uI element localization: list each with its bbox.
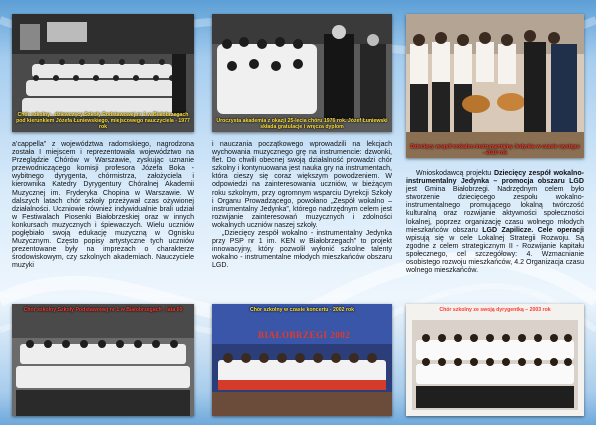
photo-caption: Chór szkolny w czasie koncertu - 2002 rok [249,307,355,313]
text-column-1 [12,141,194,271]
project-description [406,170,584,275]
photo-jedynka-performance-2010 [406,14,584,158]
text-column-2 [212,141,392,271]
photo-caption: Dziecięcy zespół wokalno-instrumentalny Jedynka w czasie występu - 2010 rok [410,144,580,156]
photo-image [12,304,194,416]
photo-girls-choir-1977 [12,14,194,132]
photo-caption: Chór szkolny Szkoły Podstawowej nr 1 w Białobrzegach - lata 60 [23,307,183,313]
lgd-name: LGD Zapilicze. Cele operacji [482,226,584,234]
photo-anniversary-1976 [212,14,392,132]
photo-school-choir-60s [12,304,194,416]
text-fragment: Wnioskodawcą projektu [416,170,494,177]
project-title: Dziecięcy zespół wokalno-instrumentalny Jedynka – promocja obszaru LGD [406,170,584,186]
photo-image [406,304,584,416]
photo-banner-text: BIAŁOBRZEGI 2002 [258,330,351,340]
photo-image [212,304,392,416]
photo-caption: Uroczysta akademia z okazji 25-lecia chóru 1976 rok. Józef Łuniewski składa gratulacje i wręcza dyplom [216,118,388,130]
photo-caption: Chór szkolny - dziewczęcy Szkoły Podstawowej nr 1 w Białobrzegach pod kierunkiem Józefa Łuniewskiego, miejscowego nauczyciela - 1977 rok [16,112,190,130]
photo-choir-with-conductor-2003 [406,304,584,416]
column-paragraph: i nauczania początkowego wprowadzili na lekcjach wychowania muzycznego grę na instrumencie: dzwonki, flet. Do chwili obecnej swoją działalność prowadzi chór szkolny i kontynuowana jest nauka gry na instrumentach, która cieszy się coraz większym powodzeniem. W odpowiedzi na zainteresowania uczniów, w bieżącym roku szkolnym, przy ogromnym wsparciu Dyrekcji Szkoły i Organu Prowadzącego, powołano „Zespół wokalno – instrumentalny Jedynka”, którego nadrzędnym celem jest rozwijanie zainteresowań muzycznych i zdolności wokalnych uczniów naszej szkoły. [212,141,392,229]
text-column-3 [406,170,584,275]
text-fragment: jest Gmina Białobrzegi. Nadrzędnym celem było stworzenie dziecięcego zespołu wokalno-instrumentalnego promującego lokalną twórczość kulturalną oraz rozwijanie aktywności społeczności lokalnej, poprzez organizację czasu wolnego młodych mieszkańców obszaru [406,186,584,234]
text-fragment: wpisują się w cele Lokalnej Strategii Rozwoju. Są zgodne z celem strategicznym II - Rozwijanie kapitału społecznego, cel szczegółowy: 4. Wzmacnianie osobistego rozwoju mieszkańców, 4.2 Organizacja czasu wolnego mieszkańców. [406,234,584,275]
photo-image [406,14,584,158]
photo-caption: Chór szkolny ze swoją dyrygentką – 2003 rok [439,307,551,313]
column-paragraph: a’cappella” z województwa radomskiego, nagrodzona została I miejscem i reprezentowała województwo na Przeglądzie Chórów w Warszawie, zyskując uznanie przewodniczącego komisji profesora Józefa Boka - wybitnego dyrygenta, chórmistrza, założyciela i kierownika Katedry Dyrygentury Chóralnej Akademii Muzycznej im. Fryderyka Chopina w Warszawie. W dalszych latach chór szkoły przeżywał czas ożywionej działalności. Uczniowie również indywidualnie brali udział w Festiwalach Piosenki Białobrzeskiej oraz w innych konkursach muzycznych i śpiewaczych. Wielu uczniów pogłębiało swoją edukację muzyczną w Ognisku Muzycznym. Często popisy artystyczne tych uczniów prezentowane były na imprezach o charakterze środowiskowym, czy szkolnych akademiach. Nauczyciele muzyki [12,141,194,270]
photo-image [212,14,392,132]
photo-concert-2002 [212,304,392,416]
column-paragraph: „Dziecięcy zespół wokalno - instrumentalny Jedynka przy PSP nr 1 im. KEN w Białobrzegach” to projekt innowacyjny, który pozwolił wyłonić szkolne talenty wokalno - instrumentalne młodych mieszkańców obszaru LGD. [212,230,392,270]
